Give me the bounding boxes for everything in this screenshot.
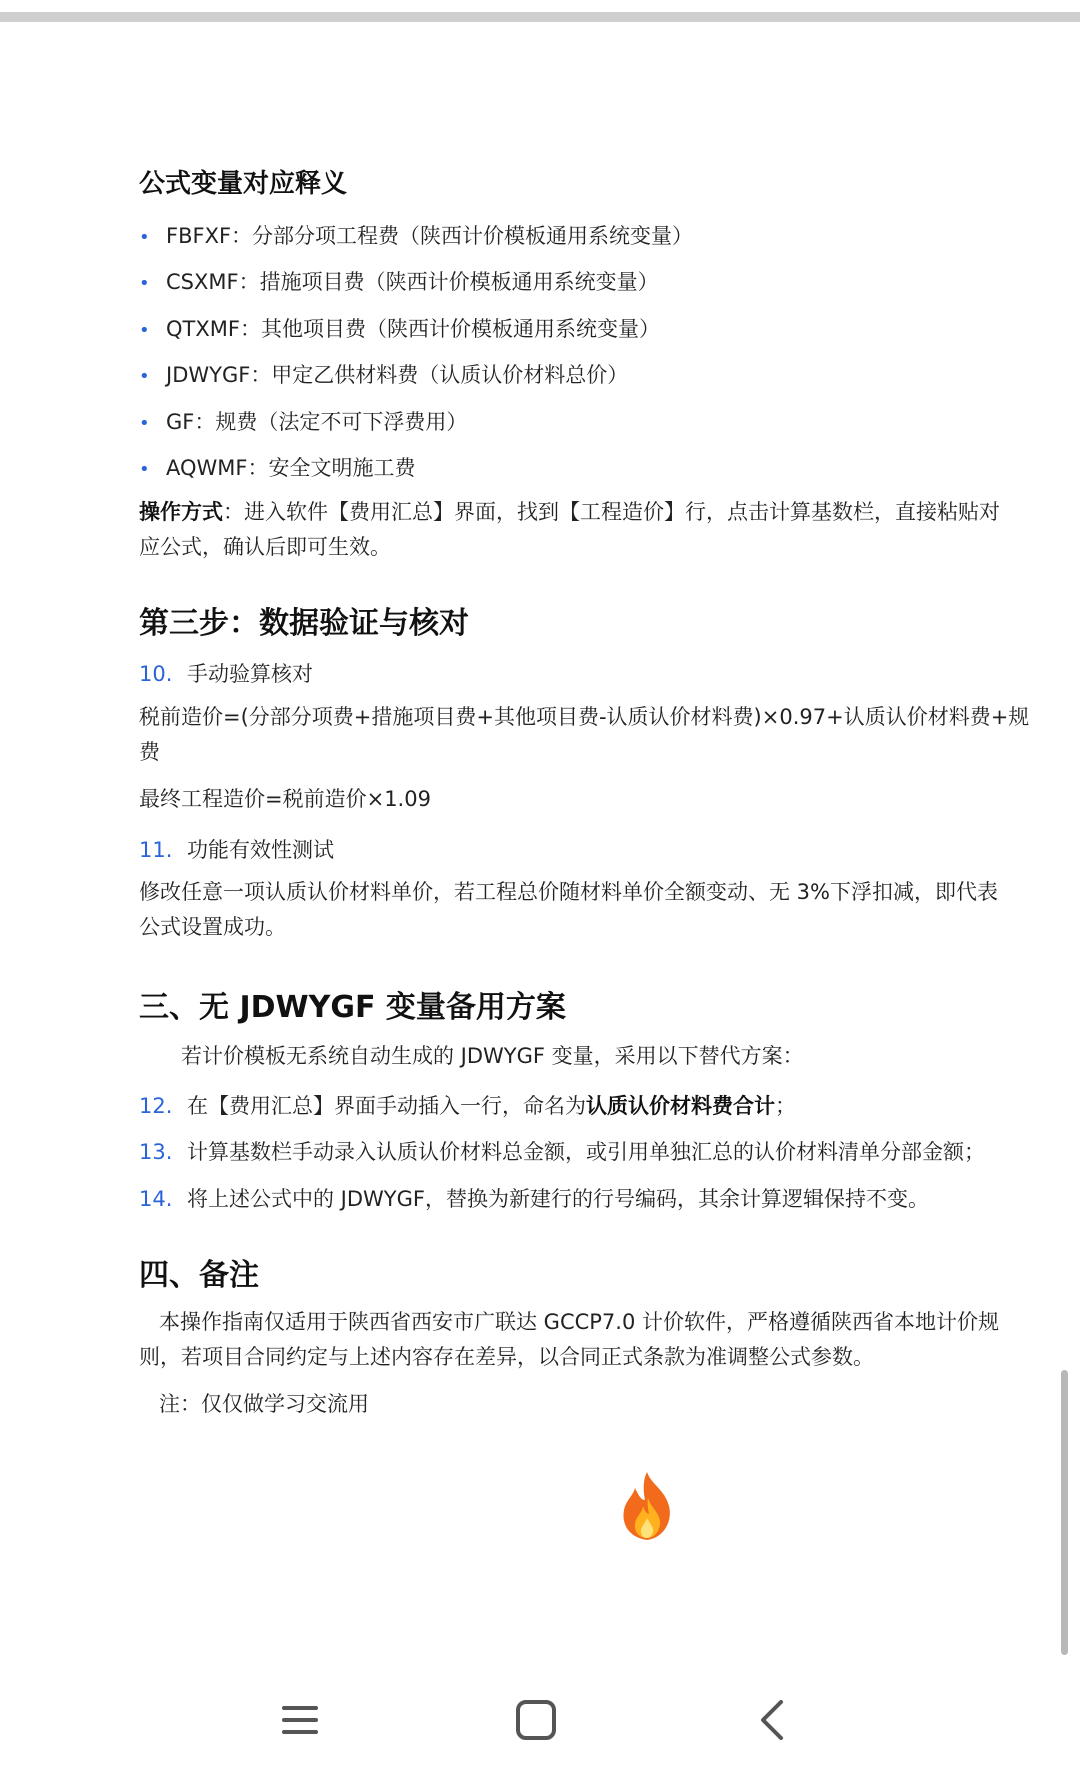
operation-text-line1: ：进入软件【费用汇总】界面，找到【工程造价】行，点击计算基数栏，直接粘贴对 bbox=[223, 500, 1000, 524]
notes-paragraph bbox=[139, 1305, 1021, 1375]
bullet-icon: • bbox=[139, 413, 150, 434]
operation-label: 操作方式 bbox=[139, 500, 223, 524]
list-item bbox=[139, 1183, 929, 1213]
notes-line2: 则，若项目合同约定与上述内容存在差异，以合同正式条款为准调整公式参数。 bbox=[139, 1345, 874, 1369]
item-text: 手动验算核对 bbox=[187, 662, 313, 686]
list-item bbox=[139, 313, 660, 343]
section-heading-notes: 四、备注 bbox=[139, 1258, 259, 1293]
test-line1: 修改任意一项认质认价材料单价，若工程总价随材料单价全额变动、无 3%下浮扣减，即代表 bbox=[139, 880, 998, 904]
item-number: 14. bbox=[139, 1187, 173, 1211]
item-number: 12. bbox=[139, 1094, 173, 1118]
var-desc: ：措施项目费（陕西计价模板通用系统变量） bbox=[238, 270, 659, 294]
formula-line2: 费 bbox=[139, 740, 160, 764]
home-button[interactable] bbox=[496, 1680, 576, 1760]
list-item bbox=[139, 220, 693, 250]
var-desc: ：规费（法定不可下浮费用） bbox=[194, 410, 468, 434]
list-item bbox=[139, 1090, 796, 1120]
formula-paragraph bbox=[139, 700, 1030, 770]
operation-paragraph bbox=[139, 495, 1021, 565]
recent-apps-button[interactable] bbox=[260, 1680, 340, 1760]
notes-line1: 本操作指南仅适用于陕西省西安市广联达 GCCP7.0 计价软件，严格遵循陕西省本地计价规 bbox=[159, 1310, 1000, 1334]
bullet-icon: • bbox=[139, 320, 150, 341]
scrollbar[interactable] bbox=[1061, 1370, 1068, 1655]
list-item bbox=[139, 452, 416, 482]
var-code: AQWMF bbox=[166, 456, 248, 480]
list-item bbox=[139, 359, 628, 389]
bullet-icon: • bbox=[139, 273, 150, 294]
item-number: 10. bbox=[139, 662, 173, 686]
item-text: 将上述公式中的 JDWYGF，替换为新建行的行号编码，其余计算逻辑保持不变。 bbox=[187, 1187, 929, 1211]
back-icon bbox=[757, 1699, 787, 1741]
item-text: 功能有效性测试 bbox=[187, 838, 334, 862]
var-code: GF bbox=[166, 410, 195, 434]
status-bar-strip bbox=[0, 12, 1080, 22]
var-code: QTXMF bbox=[166, 317, 240, 341]
var-desc: ：安全文明施工费 bbox=[247, 456, 416, 480]
item-number: 13. bbox=[139, 1140, 173, 1164]
test-line2: 公式设置成功。 bbox=[139, 915, 286, 939]
bullet-icon: • bbox=[139, 227, 150, 248]
home-icon bbox=[515, 1699, 557, 1741]
var-code: JDWYGF bbox=[166, 363, 251, 387]
recent-apps-icon bbox=[280, 1702, 320, 1738]
section-heading-formula-vars: 公式变量对应释义 bbox=[139, 169, 348, 199]
section-heading-step3: 第三步：数据验证与核对 bbox=[139, 606, 469, 641]
formula-line1: 税前造价=(分部分项费+措施项目费+其他项目费-认质认价材料费)×0.97+认质认价材料费+规 bbox=[139, 705, 1030, 729]
back-button[interactable] bbox=[732, 1680, 812, 1760]
list-item bbox=[139, 266, 659, 296]
backup-intro: 若计价模板无系统自动生成的 JDWYGF 变量，采用以下替代方案： bbox=[181, 1044, 804, 1068]
list-item bbox=[139, 406, 467, 436]
operation-text-line2: 应公式，确认后即可生效。 bbox=[139, 535, 391, 559]
list-item bbox=[139, 658, 313, 688]
list-item bbox=[139, 1136, 985, 1166]
final-formula: 最终工程造价=税前造价×1.09 bbox=[139, 787, 431, 811]
navigation-bar bbox=[0, 1680, 1080, 1780]
item-number: 11. bbox=[139, 838, 173, 862]
var-desc: ：其他项目费（陕西计价模板通用系统变量） bbox=[239, 317, 660, 341]
var-code: FBFXF bbox=[166, 224, 232, 248]
bullet-icon: • bbox=[139, 366, 150, 387]
test-paragraph bbox=[139, 875, 1021, 945]
list-item bbox=[139, 834, 334, 864]
var-desc: ：甲定乙供材料费（认质认价材料总价） bbox=[250, 363, 629, 387]
bullet-icon: • bbox=[139, 459, 150, 480]
item-bold-text: 认质认价材料费合计 bbox=[586, 1094, 775, 1118]
var-code: CSXMF bbox=[166, 270, 239, 294]
disclaimer-note: 注：仅仅做学习交流用 bbox=[159, 1392, 369, 1416]
fire-emoji-icon bbox=[615, 1470, 679, 1542]
item-text-end: ； bbox=[775, 1094, 796, 1118]
item-text: 计算基数栏手动录入认质认价材料总金额，或引用单独汇总的认价材料清单分部金额； bbox=[187, 1140, 985, 1164]
item-text: 在【费用汇总】界面手动插入一行，命名为 bbox=[187, 1094, 586, 1118]
section-heading-backup: 三、无 JDWYGF 变量备用方案 bbox=[139, 990, 566, 1025]
var-desc: ：分部分项工程费（陕西计价模板通用系统变量） bbox=[231, 224, 694, 248]
